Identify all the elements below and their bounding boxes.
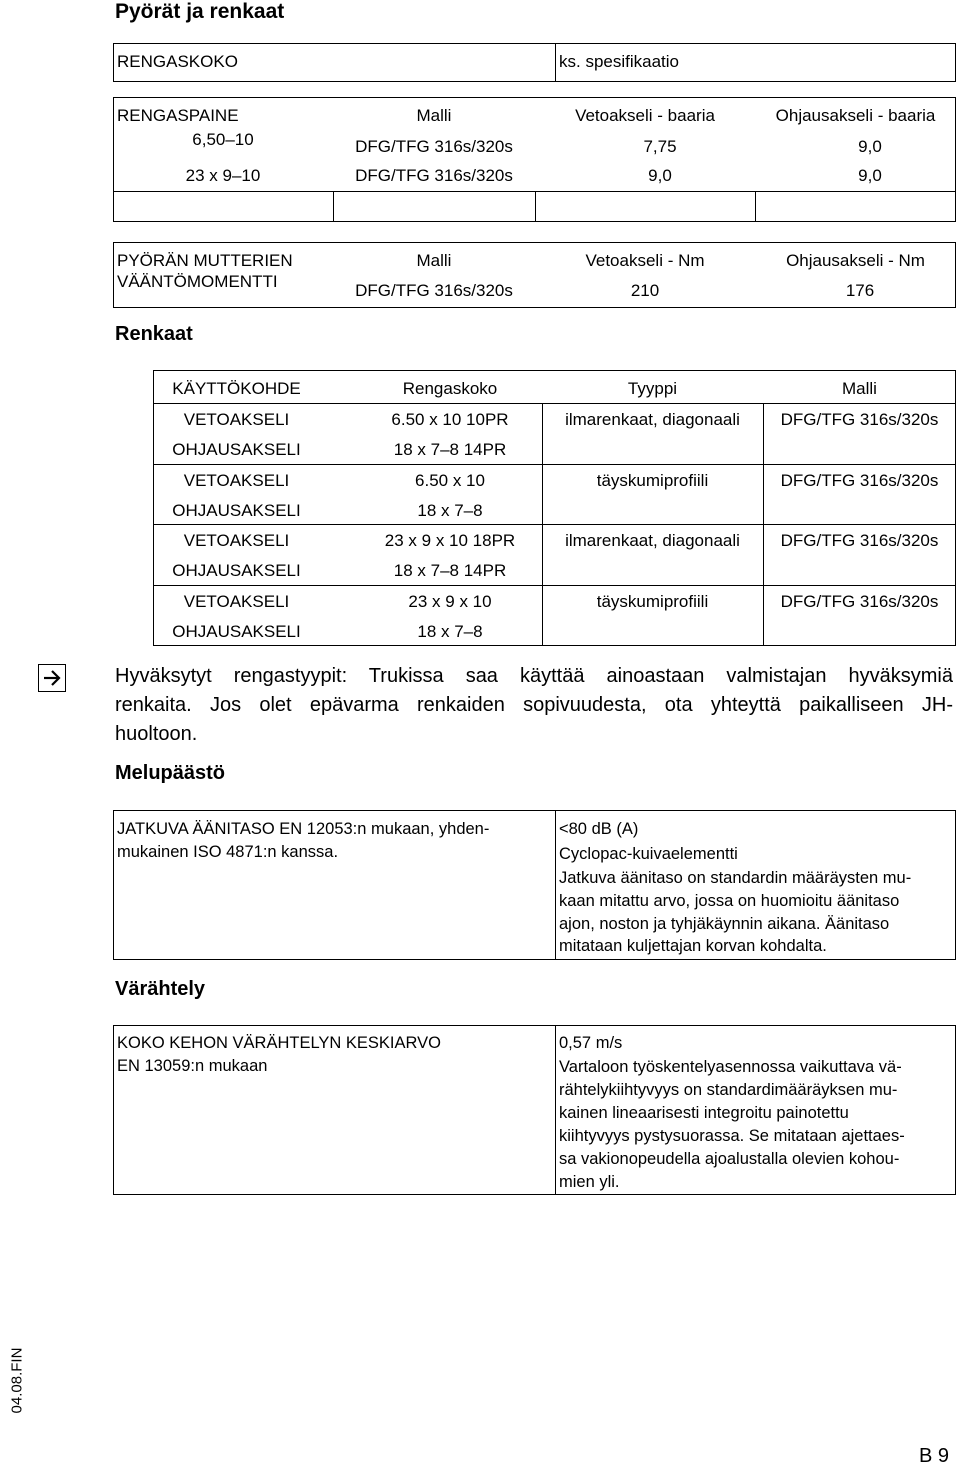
page-number: B 9 bbox=[919, 1445, 950, 1467]
vibration-desc-line: rähtelykiihtyvyys on standardimääräyksen mu- bbox=[559, 1081, 898, 1099]
noise-value: <80 dB (A) bbox=[559, 820, 639, 838]
noise-desc-line: Cyclopac-kuivaelementti bbox=[559, 845, 738, 863]
tire-size-cell: 23 x 9–10 bbox=[185, 166, 261, 185]
model-cell: DFG/TFG 316s/320s bbox=[780, 410, 939, 429]
header-drive-axle-bar: Vetoakseli - baaria bbox=[575, 106, 715, 125]
header-model: Malli bbox=[842, 379, 877, 398]
noise-spec-line: mukainen ISO 4871:n kanssa. bbox=[117, 843, 339, 861]
model-cell: DFG/TFG 316s/320s bbox=[355, 137, 513, 156]
tire-size-cell: 6.50 x 10 10PR bbox=[391, 410, 509, 429]
header-usage: KÄYTTÖKOHDE bbox=[172, 379, 301, 398]
vibration-value: 0,57 m/s bbox=[559, 1034, 623, 1052]
value-cell: 9,0 bbox=[858, 166, 882, 185]
header-model: Malli bbox=[416, 251, 452, 270]
vibration-spec-line: KOKO KEHON VÄRÄHTELYN KESKIARVO bbox=[117, 1034, 441, 1052]
vibration-desc-line: Vartaloon työskentelyasennossa vaikuttava vä- bbox=[559, 1058, 902, 1076]
tire-size-cell: 6.50 x 10 bbox=[415, 471, 485, 490]
value-cell: 176 bbox=[845, 281, 875, 300]
tire-size-value: ks. spesifikaatio bbox=[559, 52, 679, 71]
document-code: 04.08.FIN bbox=[8, 1347, 26, 1414]
vibration-desc-line: kainen lineaarisesti integroitu painotettu bbox=[559, 1104, 849, 1122]
model-cell: DFG/TFG 316s/320s bbox=[780, 531, 939, 550]
header-drive-axle-nm: Vetoakseli - Nm bbox=[585, 251, 705, 270]
vibration-desc-line: mien yli. bbox=[559, 1173, 620, 1191]
usage-cell: OHJAUSAKSELI bbox=[172, 440, 301, 459]
usage-cell: VETOAKSELI bbox=[183, 531, 290, 550]
model-cell: DFG/TFG 316s/320s bbox=[355, 166, 513, 185]
value-cell: 7,75 bbox=[643, 137, 677, 156]
tire-size-cell: 18 x 7–8 14PR bbox=[393, 561, 507, 580]
usage-cell: OHJAUSAKSELI bbox=[172, 561, 301, 580]
model-cell: DFG/TFG 316s/320s bbox=[780, 471, 939, 490]
header-steer-axle-nm: Ohjausakseli - Nm bbox=[786, 251, 925, 270]
note-line: Hyväksytyt rengastyypit: Trukissa saa käyttää ainoastaan valmistajan hyväksymiä bbox=[115, 665, 953, 687]
tire-size-cell: 18 x 7–8 bbox=[417, 501, 483, 520]
renkaat-heading: Renkaat bbox=[115, 323, 193, 345]
value-cell: 9,0 bbox=[648, 166, 672, 185]
header-tire-size: Rengaskoko bbox=[402, 379, 498, 398]
value-cell: 210 bbox=[630, 281, 660, 300]
arrow-right-icon bbox=[38, 664, 66, 692]
vibration-desc-line: sa vakionopeudella ajoalustalla olevien kohou- bbox=[559, 1150, 900, 1168]
tire-pressure-label: RENGASPAINE bbox=[117, 106, 239, 125]
type-cell: täyskumiprofiili bbox=[596, 592, 709, 611]
noise-desc-line: ajon, noston ja tyhjäkäynnin aikana. Äänitaso bbox=[559, 915, 890, 933]
vibration-desc-line: kiihtyvyys pystysuorassa. Se mitataan ajettaes- bbox=[559, 1127, 905, 1145]
tire-size-label: RENGASKOKO bbox=[117, 52, 238, 71]
header-steer-axle-bar: Ohjausakseli - baaria bbox=[775, 106, 936, 125]
model-cell: DFG/TFG 316s/320s bbox=[780, 592, 939, 611]
tire-size-cell: 23 x 9 x 10 bbox=[408, 592, 492, 611]
noise-desc-line: Jatkuva äänitaso on standardin määräysten mu- bbox=[559, 869, 912, 887]
usage-cell: VETOAKSELI bbox=[183, 410, 290, 429]
note-line: huoltoon. bbox=[115, 723, 198, 745]
note-line: renkaita. Jos olet epävarma renkaiden sopivuudesta, ota yhteyttä paikalliseen JH- bbox=[115, 694, 953, 716]
type-cell: täyskumiprofiili bbox=[596, 471, 709, 490]
vibration-spec-line: EN 13059:n mukaan bbox=[117, 1057, 268, 1075]
noise-desc-line: kaan mitattu arvo, jossa on huomioitu äänitaso bbox=[559, 892, 900, 910]
noise-heading: Melupäästö bbox=[115, 762, 226, 784]
header-model: Malli bbox=[416, 106, 452, 125]
section-title: Pyörät ja renkaat bbox=[115, 0, 285, 23]
tire-size-cell: 23 x 9 x 10 18PR bbox=[384, 531, 516, 550]
usage-cell: VETOAKSELI bbox=[183, 592, 290, 611]
nut-torque-label: VÄÄNTÖMOMENTTI bbox=[117, 272, 278, 291]
tire-size-cell: 18 x 7–8 14PR bbox=[393, 440, 507, 459]
tire-size-cell: 6,50–10 bbox=[192, 130, 254, 149]
type-cell: ilmarenkaat, diagonaali bbox=[565, 531, 740, 550]
type-cell: ilmarenkaat, diagonaali bbox=[565, 410, 740, 429]
header-type: Tyyppi bbox=[627, 379, 678, 398]
usage-cell: OHJAUSAKSELI bbox=[172, 622, 301, 641]
value-cell: 9,0 bbox=[858, 137, 882, 156]
vibration-heading: Värähtely bbox=[115, 978, 206, 1000]
model-cell: DFG/TFG 316s/320s bbox=[355, 281, 513, 300]
tire-size-cell: 18 x 7–8 bbox=[417, 622, 483, 641]
nut-torque-label: PYÖRÄN MUTTERIEN bbox=[117, 251, 293, 270]
tire-size-box bbox=[113, 43, 956, 82]
noise-spec-line: JATKUVA ÄÄNITASO EN 12053:n mukaan, yhden- bbox=[117, 820, 490, 838]
usage-cell: OHJAUSAKSELI bbox=[172, 501, 301, 520]
usage-cell: VETOAKSELI bbox=[183, 471, 290, 490]
noise-desc-line: mitataan kuljettajan korvan kohdalta. bbox=[559, 937, 827, 955]
